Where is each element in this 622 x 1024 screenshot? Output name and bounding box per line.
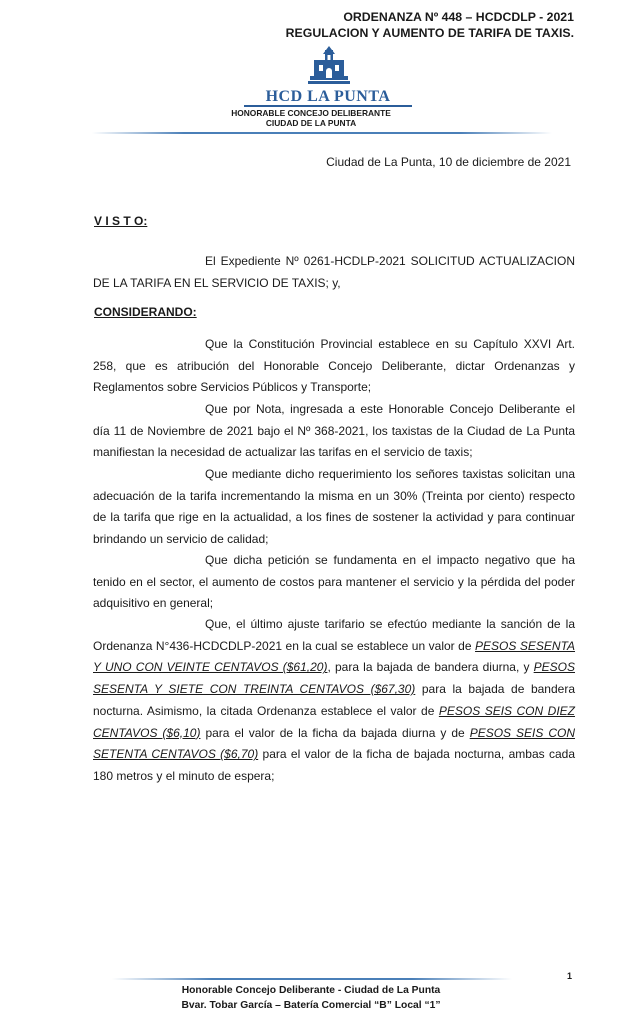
visto-text: El Expediente Nº 0261-HCDLP-2021 SOLICITUD ACTUALIZACION DE LA TARIFA EN EL SERVICIO DE TAXIS; y, <box>93 254 575 290</box>
date-line: Ciudad de La Punta, 10 de diciembre de 2021 <box>326 155 571 169</box>
paragraph-1-text: Que la Constitución Provincial establece en su Capítulo XXVI Art. 258, que es atribución del Honorable Concejo Deliberante, dictar Ordenanzas y Reglamentos sobre Servicios Públicos y Transporte; <box>93 337 575 395</box>
ordinance-title: REGULACION Y AUMENTO DE TARIFA DE TAXIS. <box>285 26 574 40</box>
paragraph-4 <box>93 550 575 615</box>
amount-night-token: PESOS SEIS CON SETENTA CENTAVOS ($6,70) <box>93 725 576 762</box>
paragraph-1 <box>93 334 575 399</box>
paragraph-5 <box>93 614 575 788</box>
paragraph-5-text-c: para la bajada de bandera nocturna. Asimismo, la citada Ordenanza establece el valor de <box>93 682 576 718</box>
paragraph-4-text: Que dicha petición se fundamenta en el impacto negativo que ha tenido en el sector, el aumento de costos para mantener el servicio y la pérdida del poder adquisitivo en general; <box>93 553 575 611</box>
paragraph-5-text-e: para el valor de la ficha de bajada nocturna, ambas cada 180 metros y el minuto de espera; <box>93 747 575 783</box>
page-number: 1 <box>567 971 573 981</box>
paragraph-3-text: Que mediante dicho requerimiento los señores taxistas solicitan una adecuación de la tarifa incrementando la misma en un 30% (Treinta por ciento) respecto de la tarifa que rige en la actualidad, a los fines de sostener la actividad y para continuar brindando un servicio de calidad; <box>93 467 575 547</box>
paragraph-5-text-b: , para la bajada de bandera diurna, y <box>327 660 534 675</box>
logo-text: HCD LA PUNTA <box>265 88 391 105</box>
paragraph-3 <box>93 464 575 551</box>
footer-rule <box>112 978 512 980</box>
paragraph-5-text-d: para el valor de la ficha da bajada diurna y de <box>200 725 470 740</box>
org-name: HONORABLE CONCEJO DELIBERANTE <box>231 108 391 118</box>
footer-address: Bvar. Tobar García – Batería Comercial “B” Local “1” <box>181 1000 441 1011</box>
amount-night-flag: PESOS SESENTA Y SIETE CON TREINTA CENTAVOS ($67,30) <box>93 660 575 697</box>
org-city: CIUDAD DE LA PUNTA <box>265 118 357 128</box>
amount-day-token: PESOS SEIS CON DIEZ CENTAVOS ($6,10) <box>93 703 576 740</box>
paragraph-5-text-a: Que, el último ajuste tarifario se efectúo mediante la sanción de la Ordenanza N°436-HCDCDLP-2021 en la cual se establece un valor de <box>93 617 575 653</box>
considerando-heading: CONSIDERANDO: <box>94 305 197 319</box>
amount-day-flag: PESOS SESENTA Y UNO CON VEINTE CENTAVOS ($61,20) <box>93 638 576 675</box>
paragraph-2-text: Que por Nota, ingresada a este Honorable Concejo Deliberante el día 11 de Noviembre de 2021 bajo el Nº 368-2021, los taxistas de la Ciudad de La Punta manifiestan la necesidad de actualizar las tarifas en el servicio de taxis; <box>93 402 575 460</box>
ordinance-number: ORDENANZA Nº 448 – HCDCDLP - 2021 <box>343 10 574 24</box>
header-rule <box>92 132 552 134</box>
visto-paragraph <box>93 251 575 294</box>
paragraph-2 <box>93 399 575 464</box>
church-logo-icon <box>306 46 352 88</box>
visto-heading: V I S T O: <box>94 214 148 228</box>
logo-underline <box>244 105 412 107</box>
footer-org: Honorable Concejo Deliberante - Ciudad de La Punta <box>181 985 441 996</box>
